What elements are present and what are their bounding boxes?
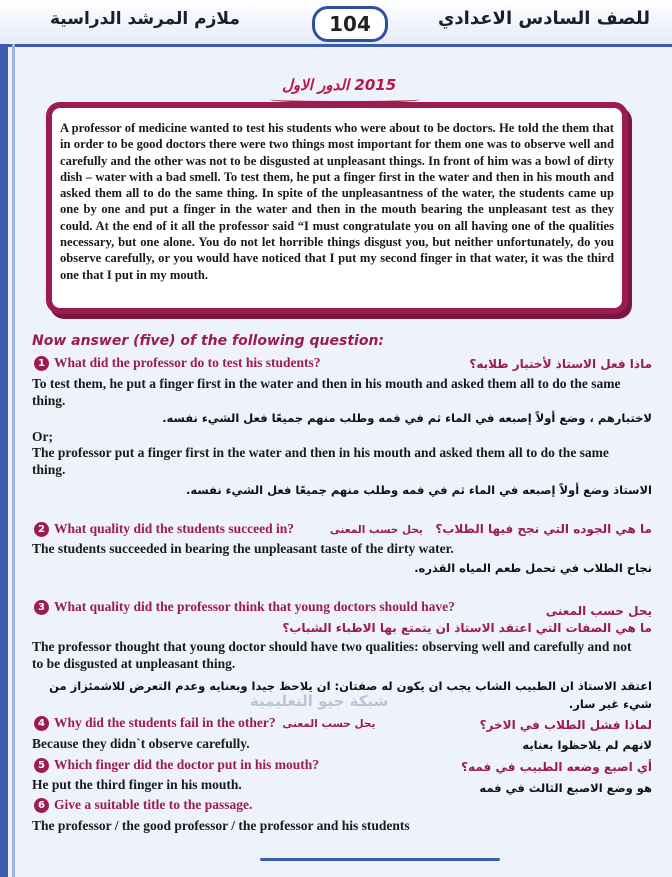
passage-box: [46, 102, 628, 314]
watermark-text: شبكة جيو التعليمية: [250, 692, 389, 710]
question-3-arabic: ما هي الصفات التي اعتقد الاستاذ ان يتمتع بها الاطباء الشباب؟: [282, 621, 652, 635]
answer-1-alt-arabic: الاستاذ وضع أولاً إصبعه في الماء ثم في فمه وطلب منهم جميعًا فعل الشيء نفسه.: [186, 483, 652, 497]
reading-passage: A professor of medicine wanted to test his students who were about to be doctors. He told the them that in order to be good doctors there were two things most important for them one was to observe well and carefully and the other was not to be disgusted at unpleasant things. In front of him was a bowl of dirty dish – water with a bad smell. To test them, he put a finger first in the water and then in his mouth and asked them all to do the same thing. In spite of the unpleasantness of the water, the students came up one by one and put a finger in the water and then in the mouth bearing the unpleasant test as they could. At the end of it all the professor said “I must congratulate you on all having one of the qualities necessary, but one alone. You do not let horrible things disgust you, but neither unfortunately, do you observe carefully, or you would have noticed that I put my second finger in that water, it was the third one that I put in my mouth.: [60, 121, 614, 282]
answer-1-alt-text: The professor put a finger first in the water and then in his mouth and asked them all to do the same thing.: [32, 445, 609, 477]
answer-2-text: The students succeeded in bearing the unpleasant taste of the dirty water.: [32, 541, 454, 556]
series-title: ملازم المرشد الدراسية: [50, 9, 240, 29]
question-text: Give a suitable title to the passage.: [54, 797, 253, 812]
footer-decoration: [260, 858, 500, 861]
question-text: What quality did the students succeed in?: [54, 521, 295, 536]
question-number-badge: 4: [34, 716, 49, 731]
answer-1-or: Or;: [32, 429, 53, 444]
grade-title: للصف السادس الاعدادي: [437, 8, 650, 29]
page-number-badge: 104: [312, 6, 388, 42]
question-4: [34, 715, 375, 731]
question-5: [34, 757, 319, 773]
question-5-arabic: أي اصبع وضعه الطبيب في فمه؟: [461, 760, 652, 774]
question-text: What quality did the professor think that young doctors should have?: [54, 599, 455, 614]
question-number-badge: 5: [34, 758, 49, 773]
solve-by-meaning-hint: يحل حسب المعنى: [282, 718, 376, 730]
answer-4-text: Because they didn`t observe carefully.: [32, 736, 250, 751]
solve-by-meaning-hint: يحل حسب المعنى: [329, 524, 423, 536]
question-2: [34, 521, 294, 537]
question-4-arabic: لماذا فشل الطلاب في الاخر؟: [479, 718, 652, 732]
question-number-badge: 6: [34, 798, 49, 813]
answer-4-arabic: لانهم لم يلاحظوا بعنايه: [522, 738, 652, 752]
answer-1-arabic: لاختبارهم ، وضع أولاً إصبعه في الماء ثم في فمه وطلب منهم جميعًا فعل الشيء نفسه.: [162, 411, 652, 425]
answer-2-arabic: نجاح الطلاب في تحمل طعم المياه القذره.: [414, 561, 652, 575]
question-number-badge: 1: [34, 356, 49, 371]
answer-6-text: The professor / the good professor / the professor and his students: [32, 818, 410, 833]
question-number-badge: 3: [34, 600, 49, 615]
instruction-heading: Now answer (five) of the following question:: [32, 333, 385, 349]
left-border-stripe: [12, 44, 15, 877]
exam-session-tag: 2015 الدور الاول: [282, 76, 397, 94]
answer-1-text: To test them, he put a finger first in the water and then in his mouth and asked them all to do the same thing.: [32, 376, 621, 408]
question-6: [34, 797, 252, 813]
answer-3-text: The professor thought that young doctor should have two qualities: observing well and carefully and not to be disgusted at unpleasant thing.: [32, 639, 632, 671]
question-2-arabic: [330, 522, 652, 536]
answer-5-arabic: هو وضع الاصبع الثالث في فمه: [479, 781, 652, 795]
question-text: What did the professor do to test his students?: [54, 355, 321, 370]
answer-3-arabic: اعتقد الاستاذ ان الطبيب الشاب يجب ان يكون له صفتان: ان يلاحظ جيدا وبعنايه وعدم التعرض للاشمئزاز من شيء غير سار.: [49, 679, 652, 711]
question-number-badge: 2: [34, 522, 49, 537]
question-text: Which finger did the doctor put in his mouth?: [54, 757, 320, 772]
question-3: [34, 599, 455, 615]
left-border-decoration: [0, 44, 8, 877]
answer-5-text: He put the third finger in his mouth.: [32, 777, 242, 792]
question-text: Why did the students fail in the other?: [54, 715, 276, 730]
question-1: [34, 355, 321, 371]
question-1-arabic: ماذا فعل الاستاذ لأختبار طلابه؟: [469, 357, 652, 371]
question-3-hint: يحل حسب المعنى: [545, 604, 652, 618]
question-arabic-text: ما هي الجوده التي نجح فيها الطلاب؟: [435, 522, 652, 536]
